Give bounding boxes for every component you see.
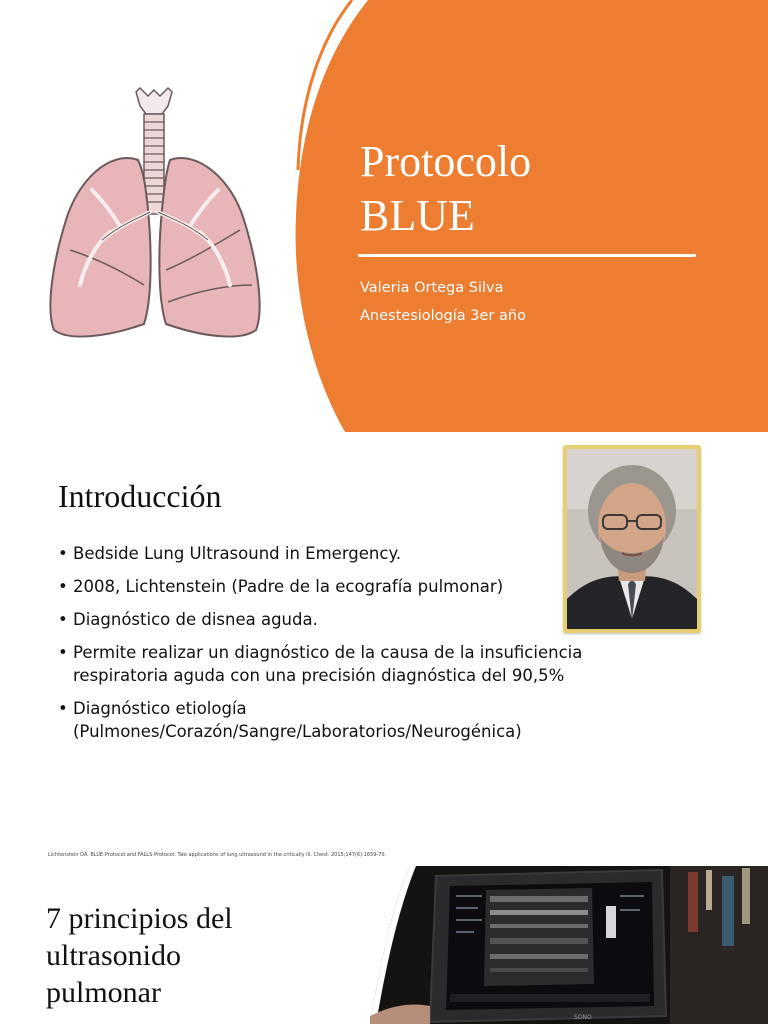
course-name: Anestesiología 3er año [360,308,526,324]
title-underline [358,254,696,257]
citation-text: Lichtenstein DA. BLUE-Protocol and FALLS-Protocol: Two applications of lung ultrasound in the critically ill. Chest. 2015;147(6):1659-70. [48,852,387,858]
brand-logo-text: SONO [574,1014,592,1021]
slide-title: Introducción [58,478,222,514]
title-line-2: BLUE [360,191,475,240]
subtitle [360,274,526,330]
bullet-item: • Diagnóstico de disnea aguda. [58,608,698,631]
title-slide [0,0,768,432]
lungs-illustration [40,80,270,350]
bullet-list [58,542,698,753]
author-name: Valeria Ortega Silva [360,280,504,296]
title-line-2: ultrasonido [46,939,181,972]
bullet-item: • 2008, Lichtenstein (Padre de la ecografía pulmonar) [58,575,698,598]
bullet-item: • Diagnóstico etiología (Pulmones/Corazón/Sangre/Laboratorios/Neurogénica) [58,697,593,743]
slide-title [360,135,700,243]
title-line-1: Protocolo [360,137,532,186]
introduction-slide [0,432,768,864]
title-line-1: 7 principios del [46,902,233,935]
slide-title [46,900,233,1011]
principles-slide [0,864,768,1024]
title-line-3: pulmonar [46,976,161,1009]
ultrasound-machine-photo [370,866,768,1024]
bullet-item: • Permite realizar un diagnóstico de la causa de la insuficiencia respiratoria aguda con una precisión diagnóstica del 90,5% [58,641,658,687]
bullet-item: • Bedside Lung Ultrasound in Emergency. [58,542,698,565]
